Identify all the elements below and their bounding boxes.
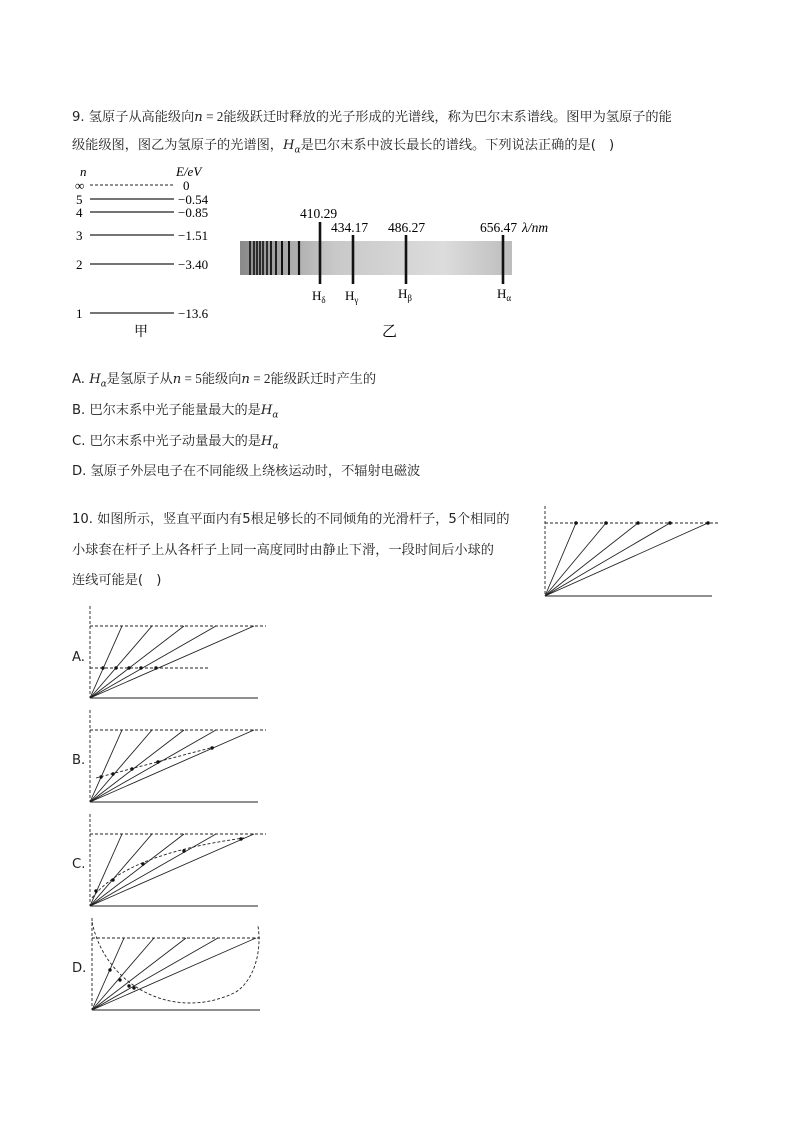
q9-option-c[interactable] [72,430,279,452]
q10-option-c-figure[interactable] [86,814,270,910]
level-n-5: 5 [76,192,83,207]
level-e-4: −0.85 [178,205,209,220]
energy-level-diagram [70,160,235,340]
hydrogen-spectrum [236,200,566,342]
n-axis-label: n [80,164,87,179]
label-h-delta: $H_\delta$ [312,288,326,305]
caption-jia: 甲 [134,325,148,340]
q10-line-3: 连线可能是( ) [72,573,162,588]
level-n-2: 2 [76,257,83,272]
option-letter: B. [72,403,90,418]
q10-option-a-figure[interactable] [86,606,270,702]
q10-line-2: 小球套在杆子上从各杆子上同一高度同时由静止下滑，一段时间后小球的 [72,543,494,558]
q10-option-d-label[interactable]: D. [72,961,87,976]
level-n-1: 1 [76,306,83,321]
math-n: n [241,372,250,387]
q9-option-d[interactable] [72,460,420,479]
math-n: n [194,110,203,125]
level-n-3: 3 [76,228,83,243]
math-H: H [89,372,101,387]
wavelength-656: 656.47 [480,220,518,235]
option-text: 巴尔末系中光子动量最大的是 [89,434,262,449]
label-h-alpha: $H_\alpha$ [497,286,512,303]
math-sub: α [294,145,301,156]
level-e-inf: 0 [183,178,190,193]
rods [545,523,708,596]
q10-line-1: 10. 如图所示，竖直平面内有5根足够长的不同倾角的光滑杆子，5个相同的 [72,512,510,527]
caption-yi: 乙 [382,324,398,340]
q9-line-2 [72,134,614,156]
wavelength-unit: λ/nm [522,220,549,235]
math-eq: = 5 [181,371,202,386]
level-e-2: −3.40 [178,257,209,272]
level-e-5: −0.54 [178,192,209,207]
q9-text: 是巴尔末系中波长最长的谱线。下列说法正确的是( ) [300,138,615,153]
math-sub: α [100,379,107,390]
option-text: 是氢原子从 [106,372,173,387]
q10-option-b-label[interactable]: B. [72,753,86,768]
q9-line-1 [72,106,672,125]
q9-text: 级能级图，图乙为氢原子的光谱图， [72,138,283,153]
q9-option-a[interactable] [72,368,376,390]
level-n-4: 4 [76,205,83,220]
level-n-inf: ∞ [75,178,85,193]
q10-option-d-figure[interactable] [86,918,270,1014]
q10-option-a-label[interactable]: A. [72,650,85,665]
math-H: H [260,403,273,418]
option-text: 巴尔末系中光子能量最大的是 [89,403,261,418]
q9-text: 9. 氢原子从高能级向 [72,110,195,125]
option-text: 能级向 [201,372,242,387]
math-eq: = 2 [249,371,271,386]
option-letter: D. [72,464,91,479]
q10-option-b-figure[interactable] [86,710,270,806]
math-sub: α [272,410,279,421]
wavelength-434: 434.17 [331,220,369,235]
level-e-3: −1.51 [178,228,209,243]
spectrum-band [240,241,512,275]
wavelength-410: 410.29 [300,206,338,221]
level-e-1: −13.6 [178,306,209,321]
label-h-gamma: $H_\gamma$ [345,288,359,305]
q10-rods-figure [540,505,724,605]
q9-text: 能级跃迁时释放的光子形成的光谱线，称为巴尔末系谱线。图甲为氢原子的能 [223,110,672,125]
math-sub: α [272,441,279,452]
math-H: H [283,138,295,153]
q10-option-c-label[interactable]: C. [72,857,86,872]
label-h-beta: $H_\beta$ [398,286,412,303]
math-H: H [261,434,273,449]
option-letter: A. [72,372,90,387]
option-text: 能级跃迁时产生的 [270,372,377,387]
q9-option-b[interactable] [72,399,278,421]
e-axis-label: E/eV [176,164,202,179]
math-n: n [172,372,182,387]
option-letter: C. [72,434,90,449]
option-text: 氢原子外层电子在不同能级上绕核运动时，不辐射电磁波 [90,464,421,479]
math-eq: = 2 [202,109,224,124]
wavelength-486: 486.27 [388,220,426,235]
